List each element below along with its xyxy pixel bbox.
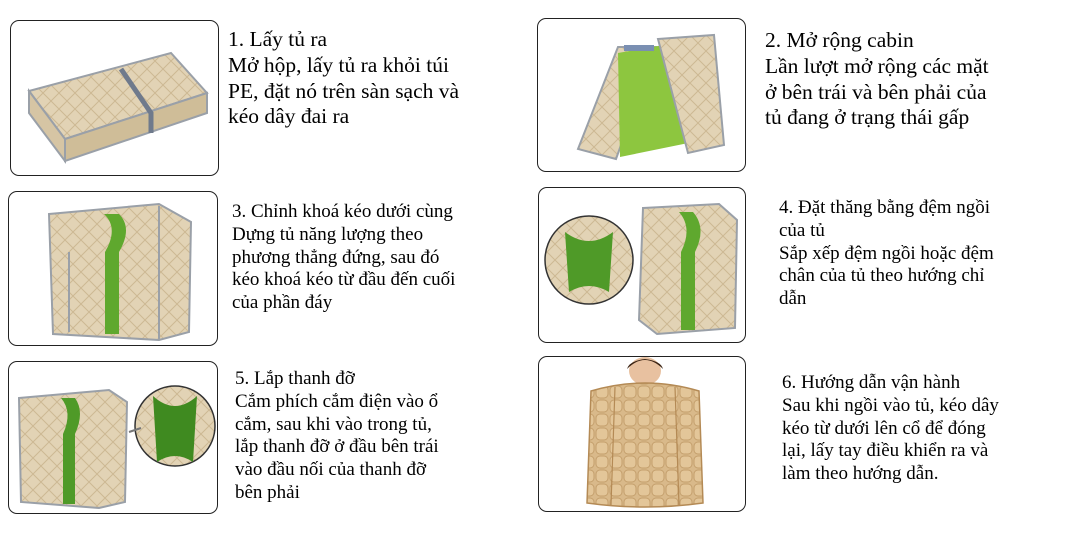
step-1-text: [228, 27, 459, 130]
step-5-line: Cắm phích cắm điện vào ổ: [235, 390, 439, 412]
step-4-line: Sắp xếp đệm ngồi hoặc đệm: [779, 242, 994, 264]
step-6-line: Sau khi ngồi vào tủ, kéo dây: [782, 394, 999, 416]
step-3-text: [232, 201, 455, 315]
step-5-line: bên phải: [235, 481, 300, 503]
cabin-with-zoom-detail-illustration: [545, 204, 737, 334]
step-1-line: PE, đặt nó trên sàn sạch và: [228, 78, 460, 103]
step-1-line: Mở hộp, lấy tủ ra khỏi túi: [228, 52, 449, 77]
step-4-line: chân của tủ theo hướng chỉ: [779, 265, 985, 287]
step-5-title: 5. Lắp thanh đỡ: [235, 368, 355, 389]
step-5-line: cắm, sau khi vào trong tủ,: [235, 413, 432, 435]
step-6-image: [538, 356, 746, 512]
step-5-image: [8, 361, 218, 514]
step-6-line: kéo từ dưới lên cổ để đóng: [782, 417, 986, 439]
support-bar-illustration: [19, 386, 215, 508]
step-1-title: 1. Lấy tủ ra: [228, 27, 328, 51]
step-3-image: [8, 191, 218, 346]
step-2-line: Lần lượt mở rộng các mặt: [765, 53, 989, 78]
step-4-image: [538, 187, 746, 343]
step-4-line: dẫn: [779, 288, 807, 310]
step-2-line: tủ đang ở trạng thái gấp: [765, 105, 970, 130]
step-4-text: [779, 197, 994, 311]
step-4-title: 4. Đặt thăng bằng đệm ngồi: [779, 197, 991, 218]
step-2-image: [537, 18, 746, 172]
step-6-title: 6. Hướng dẫn vận hành: [782, 372, 961, 393]
step-6-line: làm theo hướng dẫn.: [782, 463, 939, 485]
unfolding-cabin-illustration: [578, 35, 724, 159]
step-2-title: 2. Mở rộng cabin: [765, 28, 914, 52]
step-4-line: của tủ: [779, 219, 825, 241]
step-5-line: lắp thanh đỡ ở đầu bên trái: [235, 436, 439, 458]
step-6-line: lại, lấy tay điều khiển ra và: [782, 440, 989, 462]
step-3-line: kéo khoá kéo từ đầu đến cuối: [232, 269, 456, 291]
step-3-line: Dựng tủ năng lượng theo: [232, 223, 424, 245]
step-5-line: vào đầu nối của thanh đỡ: [235, 459, 427, 481]
step-3-line: phương thẳng đứng, sau đó: [232, 246, 440, 268]
step-6-text: [782, 372, 999, 486]
step-3-title: 3. Chỉnh khoá kéo dưới cùng: [232, 201, 453, 222]
step-2-text: [765, 28, 989, 131]
standing-cabin-illustration: [49, 204, 191, 340]
step-1-line: kéo dây đai ra: [228, 104, 350, 129]
step-3-line: của phần đáy: [232, 292, 333, 314]
step-2-line: ở bên trái và bên phải của: [765, 79, 987, 104]
step-1-image: [10, 20, 219, 176]
person-in-cabin-illustration: [587, 357, 703, 507]
step-5-text: [235, 368, 439, 505]
folded-cabin-illustration: [29, 53, 207, 161]
